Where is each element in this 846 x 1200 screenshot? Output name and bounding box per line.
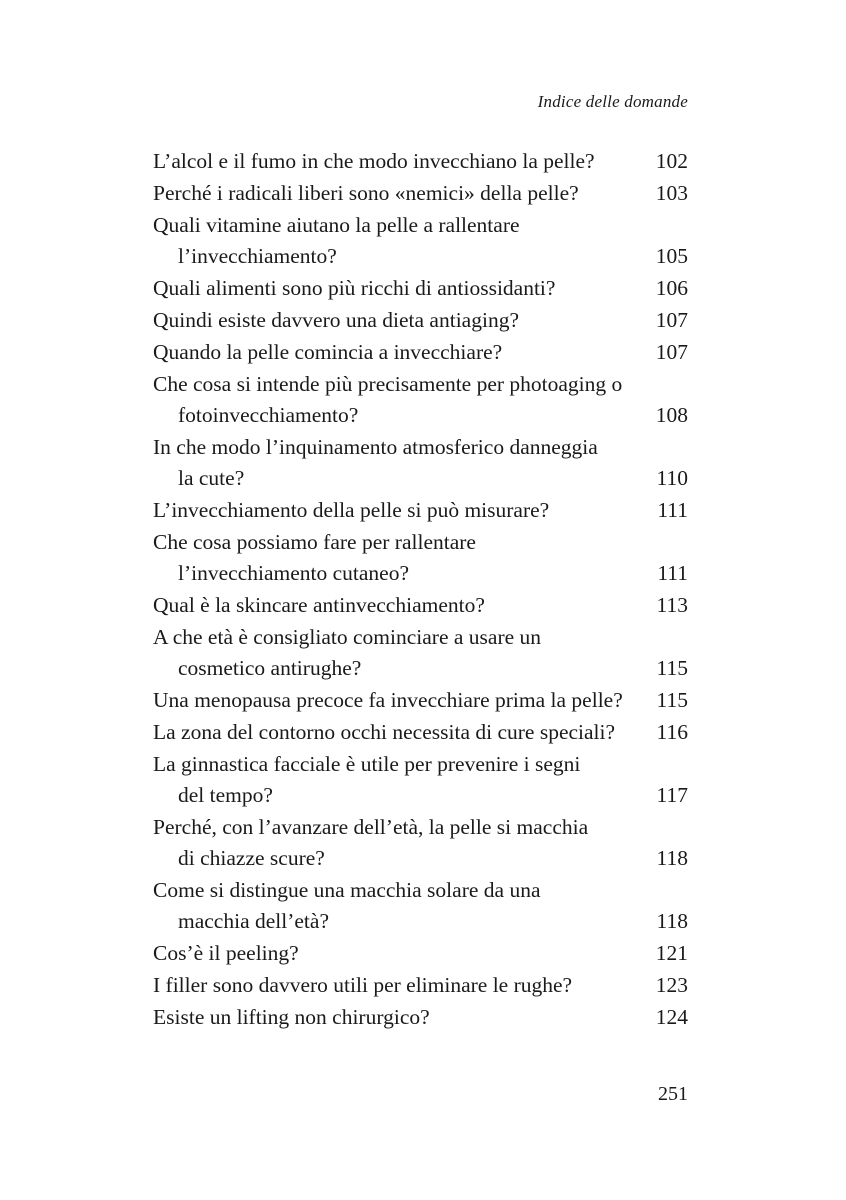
entry-page-number: 107 [655, 340, 688, 364]
entry-question-continuation: di chiazze scure? [178, 846, 325, 870]
index-entry [153, 214, 688, 267]
index-entry [153, 721, 688, 743]
entry-question-continuation: cosmetico antirughe? [178, 656, 362, 680]
entry-question: Qual è la skincare antinvecchiamento? [153, 593, 485, 617]
entry-question-continuation: fotoinvecchiamento? [178, 403, 359, 427]
entry-question: A che età è consigliato cominciare a usare un [153, 625, 542, 649]
entry-question: Che cosa possiamo fare per rallentare [153, 530, 476, 554]
entry-page-number: 116 [656, 720, 688, 744]
index-entry [153, 182, 688, 204]
index-entry [153, 1006, 688, 1028]
entry-page-number: 107 [655, 308, 688, 332]
entry-page-number: 105 [655, 244, 688, 268]
index-entry [153, 341, 688, 363]
entry-question: Che cosa si intende più precisamente per photoaging o [153, 372, 623, 396]
entry-page-number: 123 [655, 973, 688, 997]
index-entry [153, 531, 688, 584]
entry-question: La ginnastica facciale è utile per prevenire i segni [153, 752, 581, 776]
entry-page-number: 115 [656, 688, 688, 712]
entry-question: Cos’è il peeling? [153, 941, 299, 965]
index-entry [153, 373, 688, 426]
entry-question: Quindi esiste davvero una dieta antiaging? [153, 308, 519, 332]
entry-question: Come si distingue una macchia solare da una [153, 878, 541, 902]
entry-question-continuation: l’invecchiamento cutaneo? [178, 561, 410, 585]
entry-page-number: 111 [657, 498, 688, 522]
entry-page-number: 124 [655, 1005, 688, 1029]
entry-page-number: 118 [656, 909, 688, 933]
index-entry [153, 594, 688, 616]
index-entry [153, 150, 688, 172]
entry-question-continuation: la cute? [178, 466, 245, 490]
index-entry [153, 436, 688, 489]
entry-page-number: 121 [655, 941, 688, 965]
index-entry [153, 879, 688, 932]
index-entry [153, 974, 688, 996]
entry-page-number: 111 [657, 561, 688, 585]
entry-page-number: 106 [655, 276, 688, 300]
entry-question-continuation: del tempo? [178, 783, 273, 807]
entry-question: In che modo l’inquinamento atmosferico danneggia [153, 435, 598, 459]
index-entry [153, 816, 688, 869]
entry-question: I filler sono davvero utili per eliminare le rughe? [153, 973, 573, 997]
index-entry [153, 499, 688, 521]
entry-question-continuation: l’invecchiamento? [178, 244, 337, 268]
entry-page-number: 118 [656, 846, 688, 870]
entry-page-number: 117 [656, 783, 688, 807]
index-entry [153, 753, 688, 806]
index-entry [153, 689, 688, 711]
entry-question: Quando la pelle comincia a invecchiare? [153, 340, 503, 364]
index-entry [153, 309, 688, 331]
entry-question: L’alcol e il fumo in che modo invecchiano la pelle? [153, 149, 595, 173]
entry-question: Esiste un lifting non chirurgico? [153, 1005, 430, 1029]
index-entry [153, 942, 688, 964]
index-entry [153, 277, 688, 299]
entry-page-number: 103 [655, 181, 688, 205]
entry-question: Perché i radicali liberi sono «nemici» della pelle? [153, 181, 579, 205]
entry-page-number: 113 [656, 593, 688, 617]
page-number: 251 [658, 1083, 688, 1105]
entry-page-number: 108 [655, 403, 688, 427]
entry-question: Quali alimenti sono più ricchi di antiossidanti? [153, 276, 556, 300]
entry-page-number: 115 [656, 656, 688, 680]
entry-question: Perché, con l’avanzare dell’età, la pelle si macchia [153, 815, 589, 839]
index-entry [153, 626, 688, 679]
entry-page-number: 102 [655, 149, 688, 173]
entry-question: L’invecchiamento della pelle si può misurare? [153, 498, 550, 522]
entry-question: La zona del contorno occhi necessita di cure speciali? [153, 720, 616, 744]
entry-page-number: 110 [656, 466, 688, 490]
entry-question: Quali vitamine aiutano la pelle a rallentare [153, 213, 520, 237]
running-head: Indice delle domande [537, 92, 688, 111]
entry-question: Una menopausa precoce fa invecchiare prima la pelle? [153, 688, 623, 712]
entry-question-continuation: macchia dell’età? [178, 909, 329, 933]
question-index [153, 150, 688, 1038]
